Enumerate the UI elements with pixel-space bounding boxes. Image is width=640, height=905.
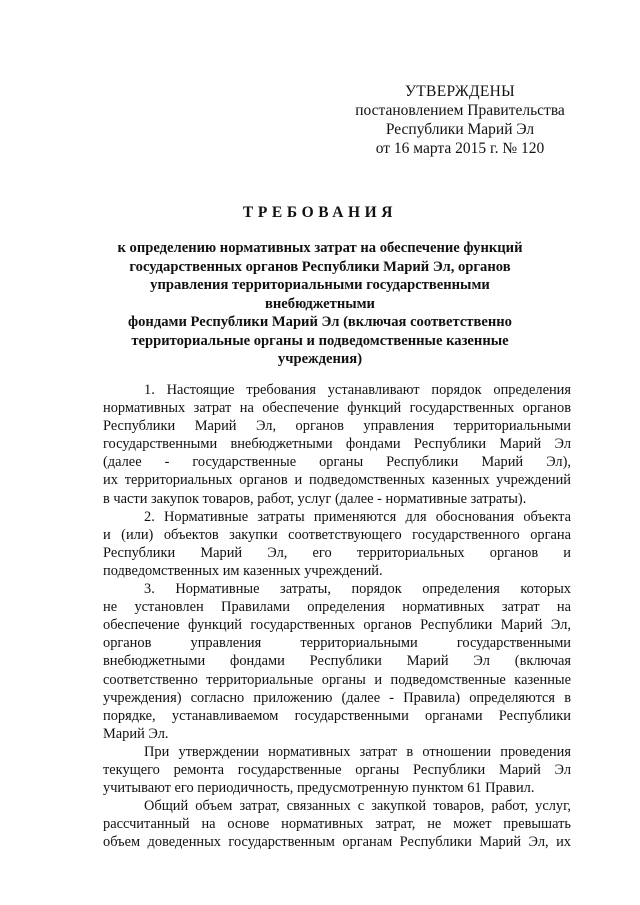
text-line: органов управления территориальными государственными: [103, 635, 571, 652]
text-line: учитывают его периодичность, предусмотренную пунктом 61 Правил.: [103, 780, 535, 797]
text-line: подведомственных им казенных учреждений.: [103, 562, 383, 579]
text-line: Республики Марий Эл, органов управления территориальными: [103, 418, 571, 435]
text-line: не установлен Правилами определения нормативных затрат на: [103, 599, 571, 616]
paragraph-4: [103, 743, 571, 797]
approval-stamp: [330, 82, 590, 158]
text-line: объем доведенных государственным органам Республики Марий Эл, их: [103, 834, 571, 851]
text-line: (далее - государственные органы Республики Марий Эл),: [103, 454, 571, 471]
text-line: и (или) объектов закупки соответствующего государственного органа: [103, 526, 571, 543]
text-line: рассчитанный на основе нормативных затрат, не может превышать: [103, 816, 571, 833]
text-line: в части закупок товаров, работ, услуг (далее - нормативные затраты).: [103, 490, 527, 507]
paragraph-2: [103, 508, 571, 580]
paragraph-3: [103, 580, 571, 743]
text-line: текущего ремонта государственные органы Республики Марий Эл: [103, 761, 571, 778]
subtitle-line: фондами Республики Марий Эл (включая соответственно: [128, 314, 512, 330]
text-line: Марий Эл.: [103, 725, 169, 742]
paragraph-5: [103, 797, 571, 851]
document-subtitle: [100, 239, 540, 369]
text-line: Общий объем затрат, связанных с закупкой товаров, работ, услуг,: [144, 798, 571, 815]
text-line: учреждения) согласно приложению (далее - Правила) определяются в: [103, 689, 571, 706]
approval-date: от 16 марта 2015 г. № 120: [375, 140, 545, 157]
text-line: внебюджетными фондами Республики Марий Эл (включая: [103, 653, 571, 670]
text-line: 2. Нормативные затраты применяются для обоснования объекта: [144, 508, 571, 525]
text-line: нормативных затрат на обеспечение функций государственных органов: [103, 400, 571, 417]
paragraph-1: [103, 381, 571, 508]
subtitle-line: территориальные органы и подведомственные казенные: [131, 332, 509, 349]
subtitle-line: к определению нормативных затрат на обеспечение функций: [117, 240, 523, 256]
approval-title: УТВЕРЖДЕНЫ: [405, 83, 515, 100]
approval-line: постановлением Правительства: [355, 102, 565, 119]
document-heading: ТРЕБОВАНИЯ: [242, 204, 398, 221]
document-body: [103, 381, 571, 851]
text-line: порядке, устанавливаемом государственными органами Республики: [103, 707, 571, 724]
subtitle-line: государственных органов Республики Марий Эл, органов: [129, 258, 511, 275]
subtitle-line: управления территориальными государственными внебюджетными: [150, 277, 490, 312]
text-line: соответственно территориальные органы и подведомственные казенные: [103, 671, 571, 688]
text-line: государственными внебюджетными фондами Республики Марий Эл: [103, 436, 571, 453]
text-line: Республики Марий Эл, его территориальных органов и: [103, 544, 571, 561]
approval-line: Республики Марий Эл: [385, 121, 535, 138]
title-block: [100, 204, 540, 369]
text-line: 3. Нормативные затраты, порядок определения которых: [144, 581, 571, 598]
text-line: их территориальных органов и подведомственных казенных учреждений: [103, 472, 571, 489]
text-line: При утверждении нормативных затрат в отношении проведения: [144, 743, 571, 760]
text-line: 1. Настоящие требования устанавливают порядок определения: [144, 382, 571, 398]
text-line: обеспечение функций государственных органов Республики Марий Эл,: [103, 617, 571, 634]
subtitle-line: учреждения): [277, 351, 363, 367]
